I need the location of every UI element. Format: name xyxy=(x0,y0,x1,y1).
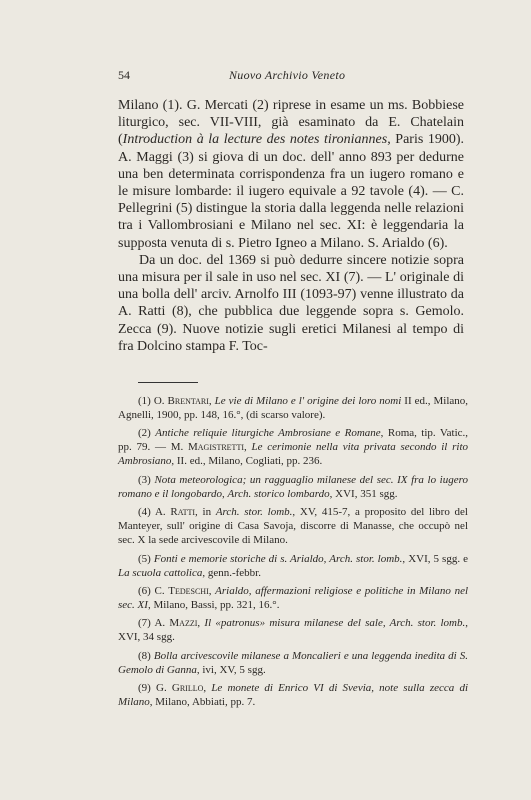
fn3-b: , xyxy=(222,487,228,500)
fn1-title: Le vie di Milano e l' origine dei loro nomi xyxy=(214,395,402,407)
fn2-b: , Roma, tip. Vatic., pp. 79. — M. xyxy=(118,427,469,454)
fn4-b: , in xyxy=(195,506,216,519)
page-number: 54 xyxy=(118,68,130,82)
fn8-title: Bolla arcivescovile milanese a Moncalieri e una leggenda inedita di S. Gemolo di Ganna xyxy=(118,649,468,676)
fn8-a: (8) xyxy=(138,649,154,662)
fn4-journal: Arch. stor. lomb. xyxy=(215,506,293,519)
fn6-a: (6) C. xyxy=(138,584,169,597)
fn3-c: , XVI, 351 sgg. xyxy=(329,487,398,500)
fn5-title: Fonti e memorie storiche di s. Arialdo, Arch. stor. lomb. xyxy=(153,552,403,565)
fn5-c: , genn.-febbr. xyxy=(202,566,261,579)
footnote-9 xyxy=(118,681,468,709)
fn9-a: (9) G. xyxy=(138,682,172,695)
footnote-7 xyxy=(118,616,468,644)
fn2-c: , xyxy=(244,441,252,454)
fn7-a: (7) A. xyxy=(138,617,170,630)
fn2-author: Magistretti xyxy=(188,441,244,454)
fn7-title: Il «patronus» misura milanese del sale, Arch. stor. lomb. xyxy=(204,617,466,630)
fn4-author: Ratti xyxy=(170,506,196,519)
fn3-journal: Arch. storico lombardo xyxy=(227,487,330,500)
main-text xyxy=(118,97,464,355)
fn3-title: Nota meteorologica; un ragguaglio milanese del sec. IX fra lo iugero romano e il longobardo xyxy=(118,473,468,500)
fn6-author: Tedeschi xyxy=(168,584,209,597)
fn2-title-2: Le cerimonie nella vita privata secondo il rito Ambrosiano xyxy=(118,441,468,468)
fn6-title: Arialdo, affermazioni religiose e politiche in Milano nel sec. XI xyxy=(118,584,469,611)
fn6-b: , xyxy=(208,584,216,597)
fn1-b: , xyxy=(208,395,215,407)
fn1-a: (1) O. xyxy=(138,395,168,407)
fn1-c: II ed., Milano, Agnelli, 1900, pp. 148, 16.°, (di scarso valore). xyxy=(118,395,469,421)
fn3-a: (3) xyxy=(138,473,155,486)
footnote-8 xyxy=(118,649,468,677)
fn8-b: , ivi, XV, 5 sgg. xyxy=(196,663,266,676)
fn2-title: Antiche reliquie liturgiche Ambrosiane e Romane xyxy=(155,427,381,440)
footnote-2 xyxy=(118,426,468,468)
journal-title: Nuovo Archivio Veneto xyxy=(229,68,346,82)
fn5-title-2: La scuola cattolica xyxy=(118,566,203,579)
footnote-3 xyxy=(118,473,468,501)
footnote-6 xyxy=(118,584,468,612)
p1-title-italic: Introduction à la lecture des notes tironiannes xyxy=(122,132,388,148)
fn6-c: , Milano, Bassi, pp. 321, 16.°. xyxy=(147,598,280,611)
fn9-c: , Milano, Abbiati, pp. 7. xyxy=(149,696,256,709)
p1-text-b: , Paris 1900). A. Maggi (3) si giova di un doc. dell' anno 893 per dedurne una ben determinata corrispondenza fra un iugero romano e le misure lombarde: il iugero equivale a 92 tavole (4). — C. Pellegrini (5) distingue la storia dalla leggenda nelle relazioni tra i Vallombrosiani e Milano nel sec. XI: è leggendaria la supposta venuta di s. Pietro Igneo a Milano. S. Arialdo (6). xyxy=(118,132,464,251)
footnote-1 xyxy=(118,394,468,422)
footnote-rule xyxy=(138,382,198,383)
fn9-author: Grillo xyxy=(171,682,204,695)
fn2-d: , II. ed., Milano, Cogliati, pp. 236. xyxy=(171,455,323,468)
fn4-a: (4) A. xyxy=(138,506,171,519)
paragraph-1 xyxy=(118,97,464,252)
fn7-author: Mazzi xyxy=(169,617,198,630)
fn7-c: , XVI, 34 sgg. xyxy=(118,617,469,644)
footnote-5 xyxy=(118,552,468,580)
footnotes xyxy=(118,394,468,714)
fn4-c: , XV, 415-7, a proposito del libro del Manteyer, sull' origine di Casa Savoja, discorre di Manasse, che occupò nel sec. X la sede arcivescovile di Milano. xyxy=(118,506,468,547)
footnote-4 xyxy=(118,505,468,547)
fn9-title: Le monete di Enrico VI di Svevia, note sulla zecca di Milano xyxy=(118,682,469,709)
paragraph-2: Da un doc. del 1369 si può dedurre sincere notizie sopra una misura per il sale in uso nel sec. XI (7). — L' originale di una bolla dell' arciv. Arnolfo III (1093-97) venne illustrato da A. Ratti (8), che pubblica due leggende sopra s. Gemolo. Zecca (9). Nuove notizie sugli eretici Milanesi al tempo di fra Dolcino stampa F. Toc- xyxy=(118,252,464,354)
fn1-author: Brentari xyxy=(167,395,209,407)
p1-text-a: Milano (1). G. Mercati (2) riprese in esame un ms. Bobbiese liturgico, sec. VII-VIII, già esaminato da E. Chatelain ( xyxy=(118,98,464,148)
fn5-a: (5) xyxy=(138,552,154,565)
fn9-b: , xyxy=(203,682,212,695)
fn5-b: , XVI, 5 sgg. e xyxy=(402,552,468,565)
fn7-b: , xyxy=(197,617,205,630)
fn2-a: (2) xyxy=(138,427,156,440)
